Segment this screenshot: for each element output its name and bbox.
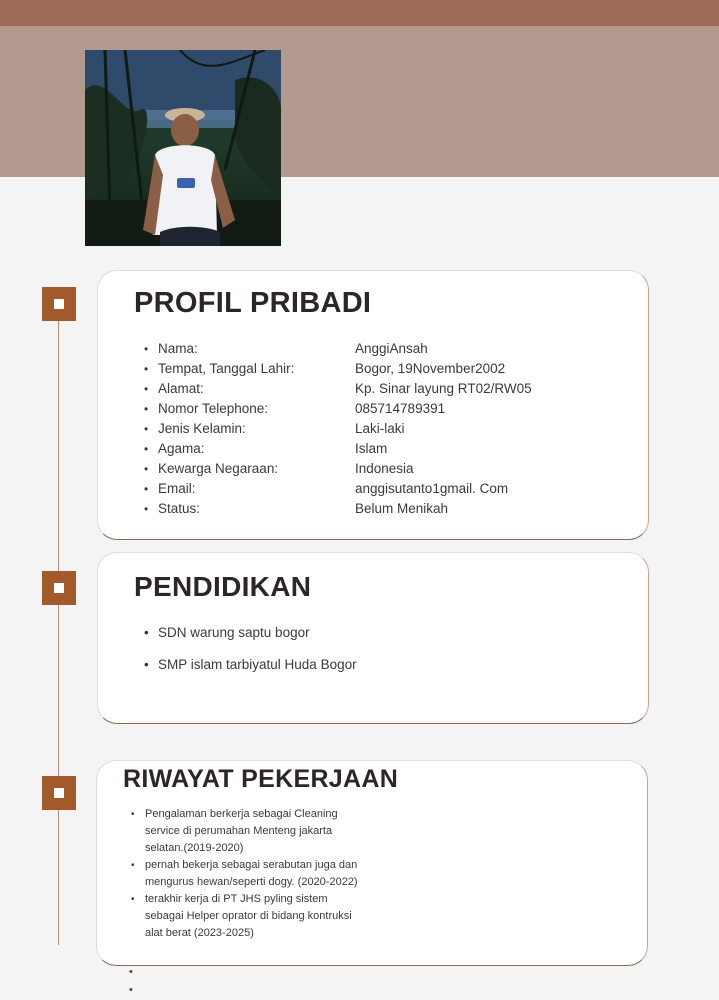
info-label: Alamat:	[158, 381, 204, 396]
work-history-list	[125, 806, 365, 942]
section-marker-pendidikan	[42, 571, 76, 605]
personal-info-row	[138, 499, 532, 519]
empty-bullet: •	[129, 966, 133, 978]
info-label: Nama:	[158, 341, 198, 356]
card-personal-profile	[97, 270, 649, 540]
work-item: • pernah bekerja sebagai serabutan juga dan mengurus hewan/seperti dogy. (2020-2022)	[125, 857, 365, 891]
section-marker-pekerjaan	[42, 776, 76, 810]
info-label: Email:	[158, 481, 196, 496]
empty-bullet: •	[129, 984, 133, 996]
work-item: • Pengalaman berkerja sebagai Cleaning service di perumahan Menteng jakarta selatan.(2019-2020)	[125, 806, 365, 857]
personal-info-row	[138, 359, 532, 379]
personal-info-row	[138, 419, 532, 439]
work-item: • terakhir kerja di PT JHS pyling sistem sebagai Helper oprator di bidang kontruksi alat berat (2023-2025)	[125, 891, 365, 942]
section-title-education: PENDIDIKAN	[134, 571, 312, 602]
info-value: Belum Menikah	[355, 501, 449, 516]
info-value: Kp. Sinar layung RT02/RW05	[355, 381, 532, 396]
timeline-line	[58, 305, 59, 945]
top-accent-strip	[0, 0, 719, 26]
personal-info-row	[138, 479, 532, 499]
personal-info-row	[138, 459, 532, 479]
section-title-work: RIWAYAT PEKERJAAN	[123, 765, 399, 793]
square-bullet-icon	[54, 788, 64, 798]
education-item: • SMP islam tarbiyatul Huda Bogor	[138, 651, 368, 678]
profile-photo-illustration	[85, 50, 281, 246]
personal-info-list	[138, 339, 532, 519]
personal-info-row	[138, 379, 532, 399]
info-value: Laki-laki	[355, 421, 405, 436]
info-value: anggisutanto1gmail. Com	[355, 481, 509, 496]
card-work-history	[96, 760, 648, 966]
section-marker-profil	[42, 287, 76, 321]
square-bullet-icon	[54, 299, 64, 309]
section-title-personal: PROFIL PRIBADI	[134, 287, 372, 319]
info-value: 085714789391	[355, 401, 446, 416]
card-education	[97, 552, 649, 724]
personal-info-row	[138, 399, 532, 419]
personal-info-row	[138, 439, 532, 459]
info-value: Islam	[355, 441, 388, 456]
info-label: Agama:	[158, 441, 205, 456]
info-label: Nomor Telephone:	[158, 401, 269, 416]
info-label: Kewarga Negaraan:	[158, 461, 279, 476]
info-value: Indonesia	[355, 461, 414, 476]
info-value: Bogor, 19November2002	[355, 361, 506, 376]
personal-info-row	[138, 339, 532, 359]
info-label: Jenis Kelamin:	[158, 421, 246, 436]
square-bullet-icon	[54, 583, 64, 593]
profile-photo	[85, 50, 281, 246]
info-value: AnggiAnsah	[355, 341, 428, 356]
education-list	[138, 623, 368, 678]
info-label: Status:	[158, 501, 201, 516]
education-item: • SDN warung saptu bogor	[138, 623, 368, 643]
info-label: Tempat, Tanggal Lahir:	[158, 361, 295, 376]
